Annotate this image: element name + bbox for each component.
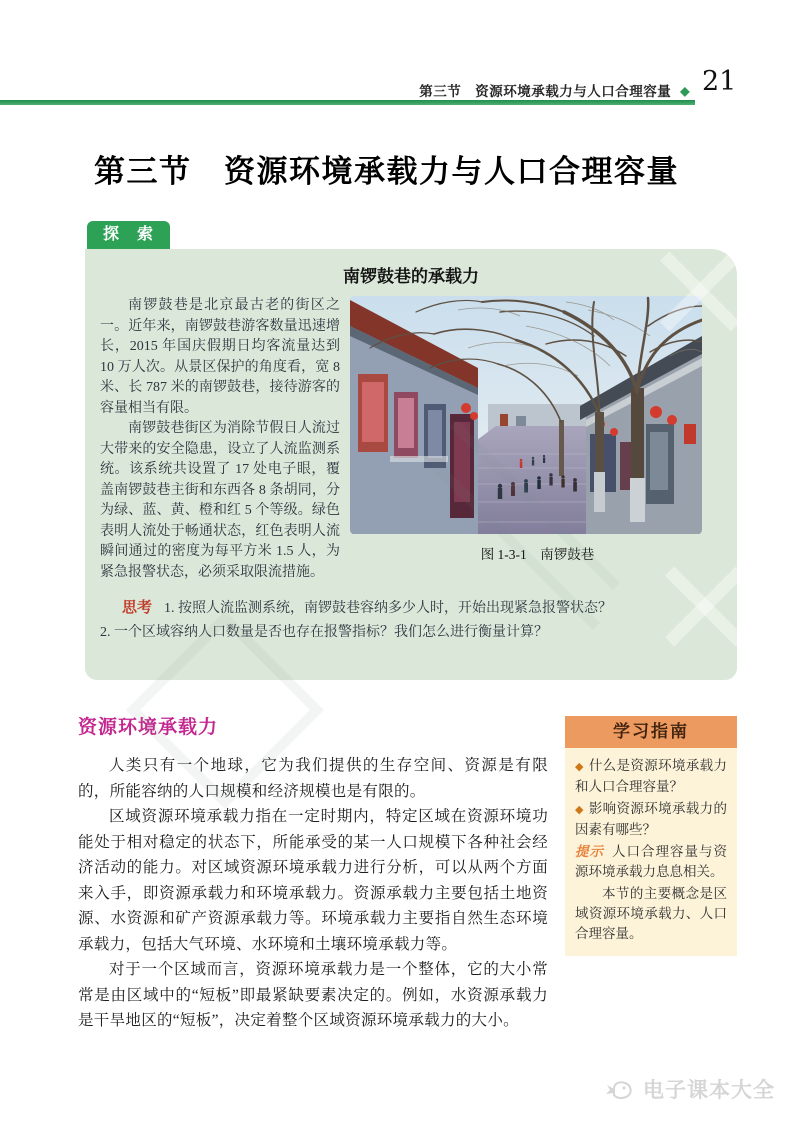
study-guide-question: ◆ 影响资源环境承载力的因素有哪些？ — [575, 801, 728, 837]
diamond-icon: ◆ — [680, 84, 690, 98]
section-heading: 资源环境承载力 — [78, 717, 219, 738]
figure-caption: 图 1-3-1 南锣鼓巷 — [480, 547, 595, 562]
street-photo — [350, 296, 702, 534]
study-guide-body — [565, 748, 737, 956]
diamond-bullet-icon: ◆ — [575, 761, 584, 773]
think-question-1: 1. 按照人流监测系统，南锣鼓巷容纳多少人时，开始出现紧急报警状态？ — [164, 601, 613, 616]
whale-icon — [604, 1077, 636, 1101]
body-paragraph: 对于一个区域而言，资源环境承载力是一个整体，它的大小常常是由区域中的“短板”即最紧缺要素决定的。例如，水资源承载力是干旱地区的“短板”，决定着整个区域资源环境承载力的大小。 — [78, 961, 548, 1029]
page-number: 21 — [702, 66, 737, 97]
brand-watermark — [604, 1074, 775, 1104]
tip-label: 提示 — [575, 844, 604, 859]
study-guide-note: 本节的主要概念是区域资源环境承载力、人口合理容量。 — [575, 886, 727, 941]
study-guide-header: 学习指南 — [565, 716, 737, 748]
main-column — [78, 712, 548, 1034]
diamond-bullet-icon: ◆ — [575, 804, 584, 816]
body-paragraph: 人类只有一个地球，它为我们提供的生存空间、资源是有限的，所能容纳的人口规模和经济规模也是有限的。 — [78, 757, 548, 800]
explore-paragraph: 南锣鼓巷是北京最古老的街区之一。近年来，南锣鼓巷游客数量迅速增长，2015 年国庆假期日均客流量达到 10 万人次。从景区保护的角度看，宽 8 米、长 787 米的南锣鼓巷，接待游客的容量相当有限。 — [100, 298, 340, 416]
study-guide-box — [565, 716, 737, 956]
explore-paragraph: 南锣鼓巷街区为消除节假日人流过大带来的安全隐患，设立了人流监测系统。该系统共设置了 17 处电子眼，覆盖南锣鼓巷主街和东西各 8 条胡同，分为绿、蓝、黄、橙和红 5 个等级。绿色表明人流处于畅通状态，红色表明人流瞬间通过的密度为每平方米 1.5 人，为紧急报警状态，必须采取限流措施。 — [100, 421, 340, 580]
think-block — [100, 596, 711, 645]
explore-box — [85, 249, 737, 680]
street-photo-illustration — [350, 296, 702, 534]
study-guide-tip: 提示 人口合理容量与资源环境承载力息息相关。 — [575, 844, 727, 879]
explore-text — [100, 296, 340, 583]
body-paragraph: 区域资源环境承载力指在一定时期内，特定区域在资源环境功能处于相对稳定的状态下，所能承受的某一人口规模下各种社会经济活动的能力。对区域资源环境承载力进行分析，可以从两个方面来入手，即资源承载力和环境承载力。资源承载力主要包括土地资源、水资源和矿产资源承载力等。环境承载力主要指自然生态环境承载力，包括大气环境、水环境和土壤环境承载力等。 — [78, 808, 548, 953]
think-question-2: 2. 一个区域容纳人口数量是否也存在报警指标？我们怎么进行衡量计算？ — [100, 625, 548, 640]
header-rule — [0, 100, 695, 105]
study-guide-question: ◆ 什么是资源环境承载力和人口合理容量？ — [575, 758, 728, 794]
chapter-title: 第三节 资源环境承载力与人口合理容量 — [94, 154, 679, 189]
running-header — [300, 80, 690, 100]
explore-box-title: 南锣鼓巷的承载力 — [343, 267, 479, 286]
brand-watermark-text: 电子课本大全 — [643, 1079, 775, 1102]
running-header-text: 第三节 资源环境承载力与人口合理容量 — [419, 84, 672, 99]
explore-tab: 探 索 — [87, 221, 170, 249]
figure — [340, 296, 725, 583]
think-label: 思考 — [122, 599, 153, 616]
